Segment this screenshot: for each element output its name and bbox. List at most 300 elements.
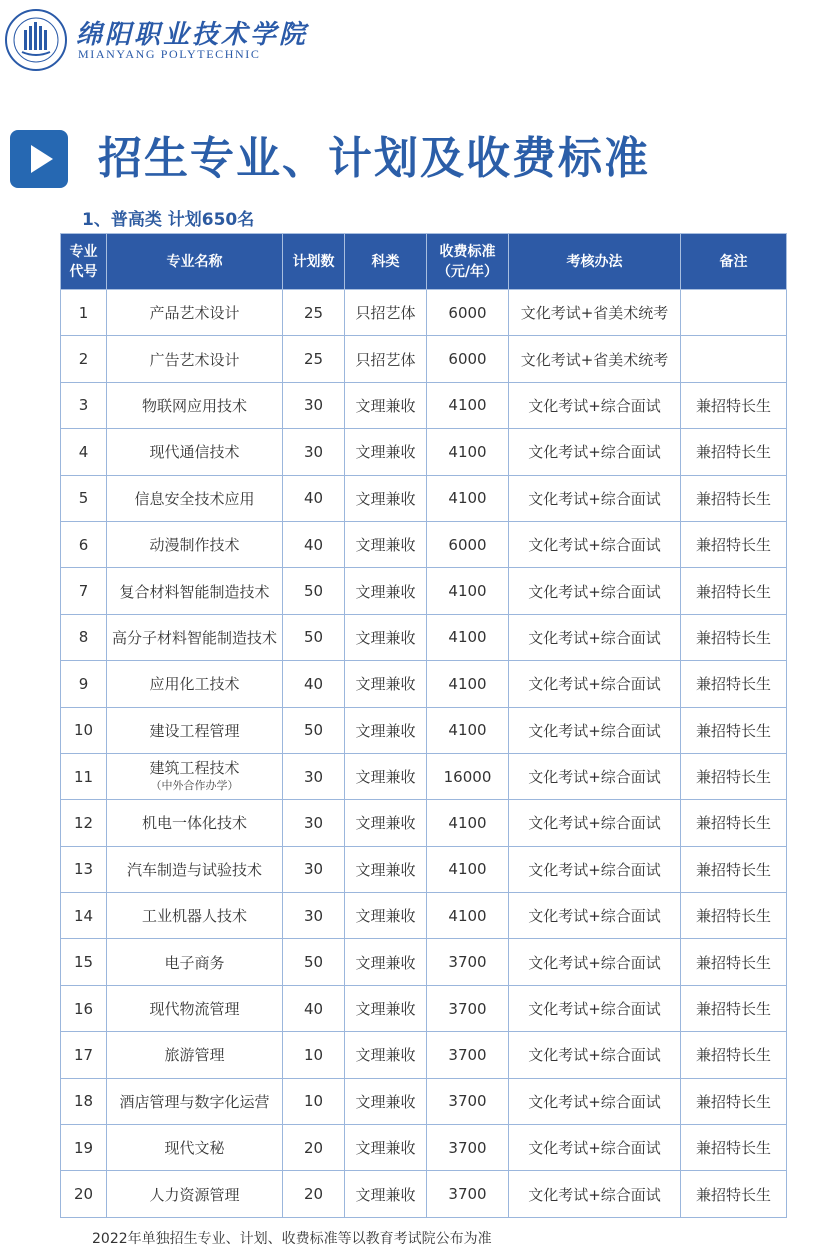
cell-exam-text: 文化考试+综合面试	[528, 814, 661, 833]
cell-plan	[283, 1032, 345, 1078]
cell-code	[61, 614, 107, 660]
cell-code	[61, 939, 107, 985]
table-row	[61, 846, 787, 892]
cell-category	[345, 475, 427, 521]
cell-code	[61, 521, 107, 567]
cell-code	[61, 1125, 107, 1171]
cell-category	[345, 614, 427, 660]
cell-plan-text: 30	[303, 396, 324, 415]
cell-exam	[509, 1171, 681, 1217]
cell-fee	[427, 614, 509, 660]
cell-code-text: 5	[78, 489, 89, 508]
cell-name-text: 建设工程管理	[149, 721, 240, 740]
cell-fee	[427, 429, 509, 475]
cell-code-text: 8	[78, 628, 89, 647]
cell-name	[107, 521, 283, 567]
table-row	[61, 1078, 787, 1124]
cell-name	[107, 1171, 283, 1217]
cell-plan	[283, 568, 345, 614]
cell-fee	[427, 893, 509, 939]
cell-code	[61, 290, 107, 336]
table-row	[61, 939, 787, 985]
cell-fee	[427, 1125, 509, 1171]
cell-exam	[509, 1032, 681, 1078]
table-row	[61, 336, 787, 382]
cell-category	[345, 893, 427, 939]
cell-note-text: 兼招特长生	[695, 907, 771, 926]
cell-exam	[509, 661, 681, 707]
table-row	[61, 521, 787, 567]
cell-code-text: 16	[73, 999, 94, 1018]
cell-name	[107, 1125, 283, 1171]
cell-category	[345, 521, 427, 567]
cell-name	[107, 707, 283, 753]
cell-category-text: 文理兼收	[355, 814, 416, 833]
cell-note-text: 兼招特长生	[695, 721, 771, 740]
cell-fee-text: 4100	[448, 721, 487, 740]
cell-code	[61, 429, 107, 475]
cell-exam	[509, 893, 681, 939]
cell-fee	[427, 985, 509, 1031]
cell-fee	[427, 846, 509, 892]
cell-note	[681, 1032, 787, 1078]
school-name-cn: 绵阳职业技术学院	[76, 20, 309, 50]
cell-name	[107, 429, 283, 475]
cell-note	[681, 1078, 787, 1124]
cell-category-text: 文理兼收	[355, 953, 416, 972]
cell-category	[345, 800, 427, 846]
enrollment-table	[60, 233, 787, 1218]
cell-exam	[509, 568, 681, 614]
cell-note-text: 兼招特长生	[695, 675, 771, 694]
cell-exam	[509, 707, 681, 753]
cell-note-text: 兼招特长生	[695, 1139, 771, 1158]
cell-name-text: 应用化工技术	[149, 675, 240, 694]
cell-category	[345, 661, 427, 707]
cell-note-text: 兼招特长生	[695, 396, 771, 415]
cell-plan	[283, 985, 345, 1031]
cell-fee-text: 3700	[448, 1185, 487, 1204]
cell-code-text: 15	[73, 953, 94, 972]
cell-plan	[283, 800, 345, 846]
cell-category-text: 文理兼收	[355, 1046, 416, 1065]
school-seal-logo	[4, 8, 68, 72]
table-header-row	[61, 234, 787, 290]
cell-fee-text: 4100	[448, 442, 487, 461]
cell-category	[345, 846, 427, 892]
cell-note	[681, 336, 787, 382]
cell-name	[107, 661, 283, 707]
cell-fee	[427, 753, 509, 799]
cell-name	[107, 893, 283, 939]
cell-category	[345, 290, 427, 336]
cell-name-text: 物联网应用技术	[141, 396, 247, 415]
cell-plan	[283, 1125, 345, 1171]
header-category: 科类	[345, 234, 427, 290]
table-row	[61, 753, 787, 799]
cell-plan-text: 20	[303, 1138, 324, 1157]
cell-code	[61, 753, 107, 799]
cell-fee-text: 4100	[448, 860, 487, 879]
cell-plan-text: 40	[303, 674, 324, 693]
cell-exam	[509, 614, 681, 660]
cell-note-text: 兼招特长生	[695, 443, 771, 462]
table-row	[61, 290, 787, 336]
cell-category-text: 文理兼收	[355, 628, 416, 647]
cell-code-text: 14	[73, 906, 94, 925]
cell-note-text: 兼招特长生	[695, 1092, 771, 1111]
cell-exam	[509, 985, 681, 1031]
cell-name-text: 人力资源管理	[149, 1185, 240, 1204]
cell-code-text: 17	[73, 1045, 94, 1064]
cell-exam-text: 文化考试+综合面试	[528, 396, 661, 415]
cell-code-text: 20	[73, 1185, 94, 1204]
cell-code	[61, 800, 107, 846]
cell-category-text: 文理兼收	[355, 721, 416, 740]
cell-category	[345, 1171, 427, 1217]
cell-category-text: 文理兼收	[355, 860, 416, 879]
cell-category	[345, 429, 427, 475]
cell-plan-text: 50	[303, 628, 324, 647]
cell-plan-text: 30	[303, 860, 324, 879]
cell-exam-text: 文化考试+综合面试	[528, 768, 661, 787]
cell-category-text: 文理兼收	[355, 1092, 416, 1111]
cell-fee-text: 6000	[448, 303, 487, 322]
cell-fee	[427, 939, 509, 985]
cell-code	[61, 382, 107, 428]
cell-code	[61, 1078, 107, 1124]
cell-exam-text: 文化考试+综合面试	[528, 1139, 661, 1158]
header-code	[61, 234, 107, 290]
cell-code	[61, 985, 107, 1031]
cell-name-text: 电子商务	[164, 953, 225, 972]
table-row	[61, 429, 787, 475]
cell-code	[61, 707, 107, 753]
cell-code-text: 19	[73, 1138, 94, 1157]
cell-plan-text: 30	[303, 767, 324, 786]
cell-category-text: 文理兼收	[355, 536, 416, 555]
cell-category	[345, 1125, 427, 1171]
cell-name	[107, 939, 283, 985]
cell-note	[681, 800, 787, 846]
cell-exam	[509, 846, 681, 892]
cell-code	[61, 893, 107, 939]
cell-fee-text: 4100	[448, 489, 487, 508]
cell-name-subnote: （中外合作办学）	[150, 778, 239, 792]
cell-name	[107, 568, 283, 614]
cell-fee-text: 4100	[448, 628, 487, 647]
cell-fee-text: 3700	[448, 1138, 487, 1157]
footer-note: 2022年单独招生专业、计划、收费标准等以教育考试院公布为准	[92, 1231, 492, 1247]
cell-name	[107, 290, 283, 336]
cell-fee-text: 6000	[448, 535, 487, 554]
header-code-line1: 专业	[69, 243, 98, 260]
cell-code-text: 3	[78, 396, 89, 415]
header-exam: 考核办法	[509, 234, 681, 290]
cell-category-text: 文理兼收	[355, 396, 416, 415]
cell-fee	[427, 707, 509, 753]
cell-exam	[509, 521, 681, 567]
cell-exam-text: 文化考试+综合面试	[528, 907, 661, 926]
cell-code	[61, 475, 107, 521]
cell-exam-text: 文化考试+综合面试	[528, 721, 661, 740]
cell-code-text: 7	[78, 582, 89, 601]
cell-exam-text: 文化考试+综合面试	[528, 953, 661, 972]
cell-note	[681, 753, 787, 799]
cell-note-text: 兼招特长生	[695, 1185, 771, 1204]
cell-code-text: 2	[78, 350, 89, 369]
header-fee	[427, 234, 509, 290]
cell-name-text: 现代通信技术	[149, 443, 240, 462]
cell-plan	[283, 429, 345, 475]
table-row	[61, 661, 787, 707]
cell-note	[681, 985, 787, 1031]
cell-plan-text: 50	[303, 953, 324, 972]
cell-exam	[509, 336, 681, 382]
cell-exam-text: 文化考试+综合面试	[528, 1000, 661, 1019]
cell-note-text: 兼招特长生	[695, 536, 771, 555]
cell-name-text: 汽车制造与试验技术	[126, 860, 262, 879]
cell-code	[61, 661, 107, 707]
cell-category-text: 只招艺体	[355, 304, 416, 323]
cell-category	[345, 336, 427, 382]
cell-note	[681, 893, 787, 939]
cell-name	[107, 1078, 283, 1124]
cell-exam-text: 文化考试+综合面试	[528, 860, 661, 879]
cell-plan	[283, 1078, 345, 1124]
cell-exam-text: 文化考试+综合面试	[528, 1092, 661, 1111]
cell-note-text: 兼招特长生	[695, 814, 771, 833]
cell-exam-text: 文化考试+综合面试	[528, 1046, 661, 1065]
cell-plan-text: 40	[303, 535, 324, 554]
cell-plan	[283, 939, 345, 985]
cell-note	[681, 614, 787, 660]
cell-fee	[427, 475, 509, 521]
cell-name-text: 信息安全技术应用	[134, 489, 255, 508]
cell-plan	[283, 1171, 345, 1217]
cell-plan	[283, 846, 345, 892]
cell-plan	[283, 521, 345, 567]
cell-exam	[509, 382, 681, 428]
cell-plan-text: 20	[303, 1185, 324, 1204]
cell-fee-text: 16000	[443, 767, 492, 786]
cell-exam	[509, 800, 681, 846]
cell-plan-text: 10	[303, 1092, 324, 1111]
cell-plan	[283, 475, 345, 521]
cell-code-text: 12	[73, 813, 94, 832]
cell-note-text: 兼招特长生	[695, 1046, 771, 1065]
cell-plan	[283, 707, 345, 753]
cell-note	[681, 475, 787, 521]
cell-category	[345, 939, 427, 985]
play-triangle-icon	[10, 130, 68, 188]
cell-exam-text: 文化考试+综合面试	[528, 582, 661, 601]
cell-name	[107, 475, 283, 521]
header-plan: 计划数	[283, 234, 345, 290]
cell-fee-text: 3700	[448, 1092, 487, 1111]
cell-category-text: 文理兼收	[355, 768, 416, 787]
cell-plan-text: 50	[303, 582, 324, 601]
cell-note-text: 兼招特长生	[695, 768, 771, 787]
table-row	[61, 382, 787, 428]
cell-plan	[283, 753, 345, 799]
cell-note	[681, 846, 787, 892]
cell-exam	[509, 753, 681, 799]
cell-note	[681, 661, 787, 707]
table-row	[61, 985, 787, 1031]
cell-fee-text: 6000	[448, 350, 487, 369]
table-row	[61, 1171, 787, 1217]
cell-exam	[509, 1078, 681, 1124]
cell-name	[107, 336, 283, 382]
cell-category	[345, 568, 427, 614]
cell-exam	[509, 290, 681, 336]
cell-plan-text: 30	[303, 906, 324, 925]
cell-fee-text: 4100	[448, 906, 487, 925]
cell-category-text: 只招艺体	[355, 350, 416, 369]
cell-note	[681, 568, 787, 614]
cell-exam	[509, 475, 681, 521]
table-row	[61, 614, 787, 660]
cell-category-text: 文理兼收	[355, 907, 416, 926]
cell-note-text: 兼招特长生	[695, 953, 771, 972]
cell-note	[681, 382, 787, 428]
cell-exam	[509, 429, 681, 475]
cell-fee-text: 4100	[448, 582, 487, 601]
page-header	[0, 0, 818, 80]
cell-name	[107, 614, 283, 660]
cell-category-text: 文理兼收	[355, 1185, 416, 1204]
cell-code	[61, 846, 107, 892]
cell-fee-text: 4100	[448, 813, 487, 832]
cell-fee-text: 4100	[448, 396, 487, 415]
cell-note	[681, 707, 787, 753]
table-row	[61, 707, 787, 753]
cell-note	[681, 939, 787, 985]
cell-exam-text: 文化考试+综合面试	[528, 443, 661, 462]
cell-fee-text: 3700	[448, 953, 487, 972]
cell-name-text: 建筑工程技术	[149, 758, 240, 777]
cell-fee	[427, 521, 509, 567]
cell-note	[681, 521, 787, 567]
cell-note-text: 兼招特长生	[695, 489, 771, 508]
cell-fee	[427, 1171, 509, 1217]
cell-category	[345, 1032, 427, 1078]
table-row	[61, 1032, 787, 1078]
cell-plan	[283, 893, 345, 939]
cell-category-text: 文理兼收	[355, 489, 416, 508]
cell-plan-text: 10	[303, 1045, 324, 1064]
table-row	[61, 800, 787, 846]
cell-code-text: 6	[78, 535, 89, 554]
cell-name-text: 工业机器人技术	[141, 907, 247, 926]
cell-code	[61, 568, 107, 614]
cell-fee-text: 3700	[448, 999, 487, 1018]
cell-name	[107, 846, 283, 892]
cell-exam-text: 文化考试+综合面试	[528, 628, 661, 647]
cell-fee	[427, 800, 509, 846]
cell-exam-text: 文化考试+综合面试	[528, 536, 661, 555]
cell-plan	[283, 290, 345, 336]
cell-name-text: 现代物流管理	[149, 1000, 240, 1019]
cell-name-text: 产品艺术设计	[149, 304, 240, 323]
cell-exam-text: 文化考试+综合面试	[528, 489, 661, 508]
cell-note	[681, 1125, 787, 1171]
cell-name-text: 动漫制作技术	[149, 536, 240, 555]
cell-code	[61, 1032, 107, 1078]
cell-note	[681, 290, 787, 336]
cell-name-text: 旅游管理	[164, 1046, 225, 1065]
cell-plan-text: 40	[303, 999, 324, 1018]
school-name-en: MIANYANG POLYTECHNIC	[78, 47, 261, 61]
page-title: 招生专业、计划及收费标准	[98, 133, 650, 184]
cell-fee	[427, 1078, 509, 1124]
table-body	[61, 290, 787, 1218]
cell-category-text: 文理兼收	[355, 1000, 416, 1019]
cell-code-text: 10	[73, 721, 94, 740]
cell-code-text: 1	[78, 303, 89, 322]
cell-category	[345, 707, 427, 753]
cell-fee-text: 3700	[448, 1045, 487, 1064]
cell-exam-text: 文化考试+省美术统考	[520, 350, 669, 369]
cell-name-text: 酒店管理与数字化运营	[119, 1092, 270, 1111]
cell-name	[107, 753, 283, 799]
cell-code-text: 9	[78, 674, 89, 693]
cell-fee	[427, 568, 509, 614]
cell-fee-text: 4100	[448, 674, 487, 693]
cell-name	[107, 382, 283, 428]
cell-name-text: 广告艺术设计	[149, 350, 240, 369]
cell-plan-text: 50	[303, 721, 324, 740]
cell-note	[681, 1171, 787, 1217]
cell-name	[107, 985, 283, 1031]
cell-name	[107, 800, 283, 846]
cell-exam-text: 文化考试+省美术统考	[520, 304, 669, 323]
cell-exam	[509, 939, 681, 985]
cell-note-text: 兼招特长生	[695, 582, 771, 601]
cell-fee	[427, 1032, 509, 1078]
cell-plan	[283, 336, 345, 382]
cell-exam-text: 文化考试+综合面试	[528, 675, 661, 694]
cell-category	[345, 382, 427, 428]
cell-note	[681, 429, 787, 475]
cell-category-text: 文理兼收	[355, 582, 416, 601]
cell-fee	[427, 661, 509, 707]
cell-category-text: 文理兼收	[355, 1139, 416, 1158]
cell-plan-text: 25	[303, 303, 324, 322]
cell-category	[345, 1078, 427, 1124]
cell-fee	[427, 382, 509, 428]
cell-plan-text: 40	[303, 489, 324, 508]
cell-name-text: 机电一体化技术	[141, 814, 247, 833]
cell-note-text: 兼招特长生	[695, 1000, 771, 1019]
cell-name-text: 现代文秘	[164, 1139, 225, 1158]
cell-name	[107, 1032, 283, 1078]
table-row	[61, 1125, 787, 1171]
cell-plan	[283, 661, 345, 707]
header-code-line2: 代号	[69, 263, 98, 280]
header-note: 备注	[681, 234, 787, 290]
cell-fee	[427, 336, 509, 382]
header-name: 专业名称	[107, 234, 283, 290]
cell-exam-text: 文化考试+综合面试	[528, 1185, 661, 1204]
cell-code-text: 13	[73, 860, 94, 879]
cell-plan-text: 30	[303, 442, 324, 461]
section-heading: 1、普高类 计划650名	[82, 210, 255, 230]
cell-category	[345, 985, 427, 1031]
cell-note-text: 兼招特长生	[695, 628, 771, 647]
table-row	[61, 475, 787, 521]
